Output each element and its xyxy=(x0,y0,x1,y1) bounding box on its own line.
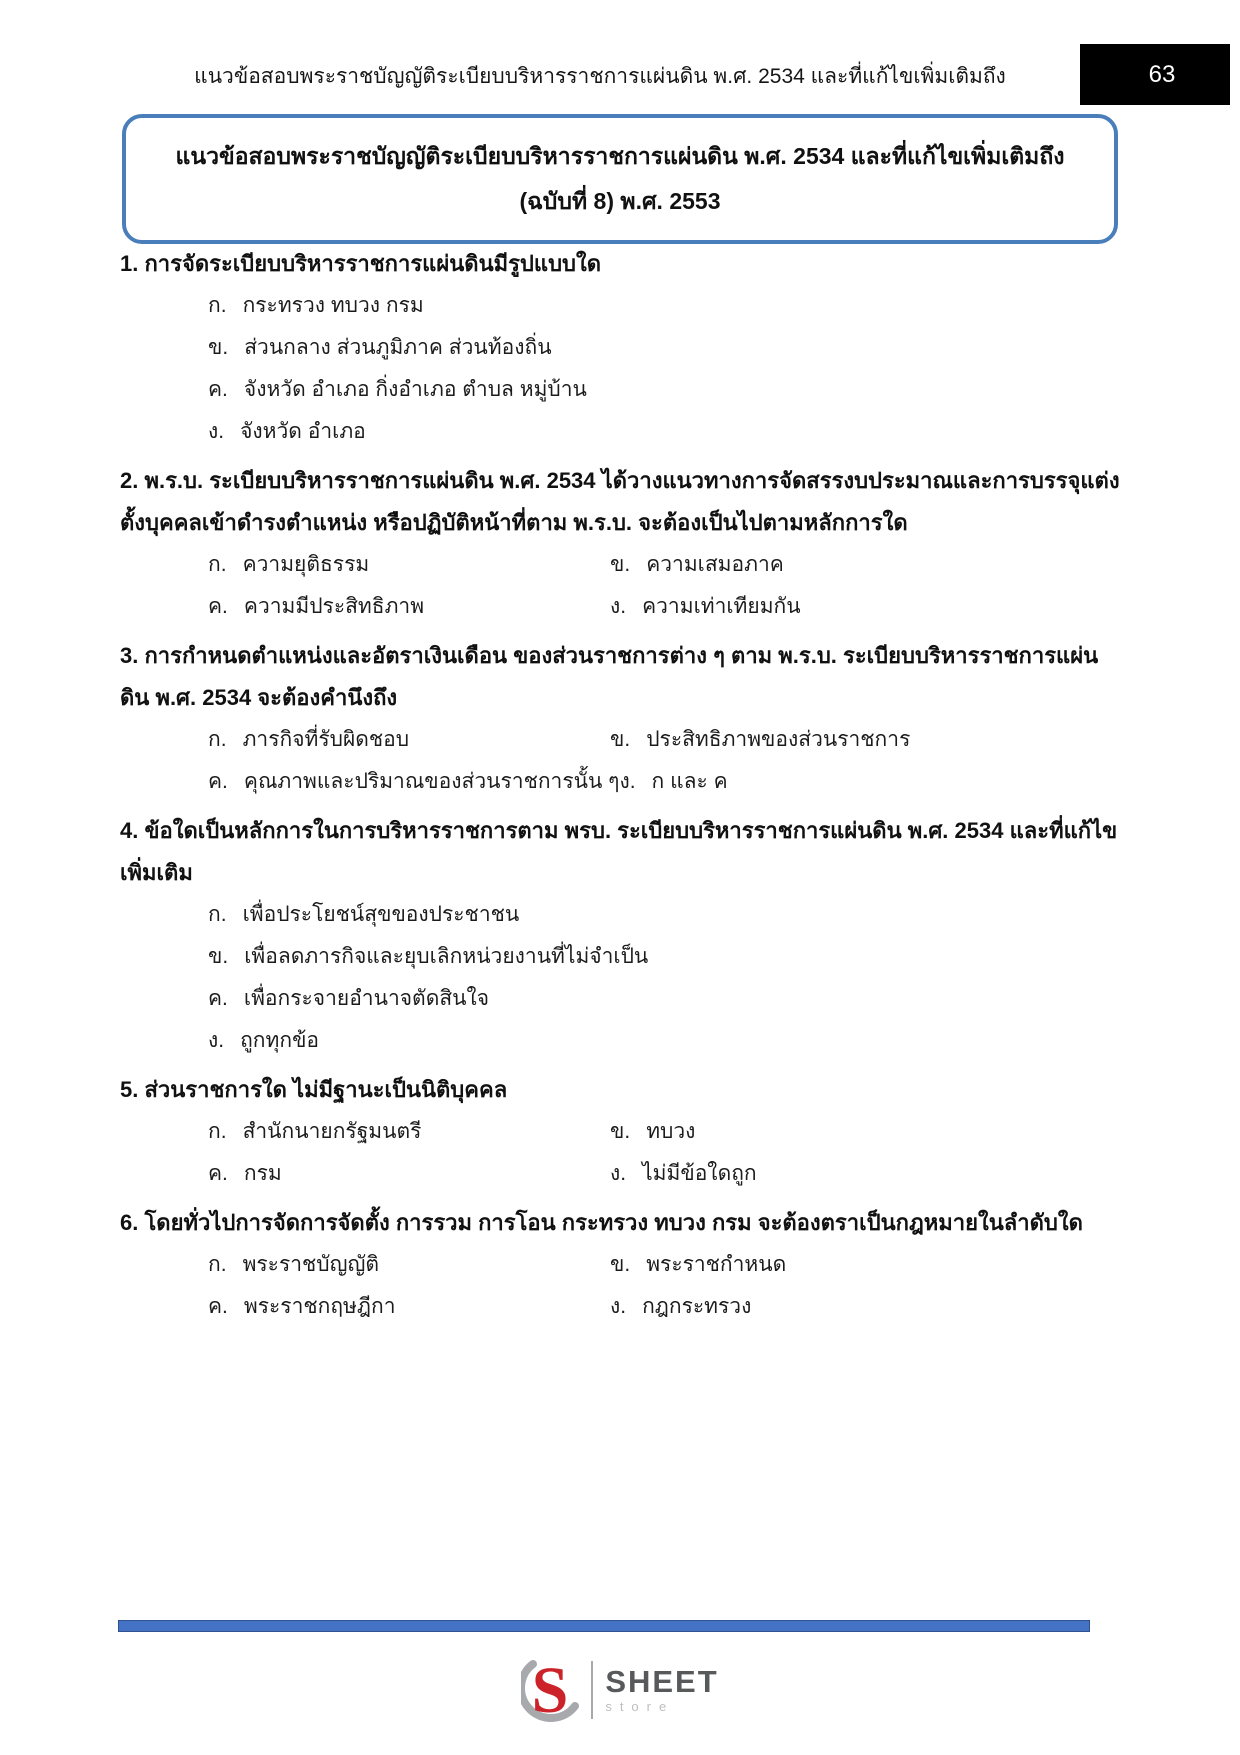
option-letter: ง. xyxy=(208,1029,225,1052)
option-5-c xyxy=(208,1153,610,1195)
option-2-a xyxy=(208,544,610,586)
option-letter: ค. xyxy=(208,595,228,618)
option-letter: ข. xyxy=(208,945,229,968)
option-text: จังหวัด อำเภอ กิ่งอำเภอ ตำบล หมู่บ้าน xyxy=(243,378,587,401)
question-5 xyxy=(120,1069,1122,1195)
question-2-options xyxy=(120,544,1122,628)
question-2 xyxy=(120,460,1122,628)
option-4-a xyxy=(208,894,1122,936)
option-text: ประสิทธิภาพของส่วนราชการ xyxy=(646,728,911,751)
question-4-options xyxy=(120,894,1122,1062)
question-number: 4. xyxy=(120,818,139,843)
option-letter: ง. xyxy=(610,1162,627,1185)
option-3-b xyxy=(610,719,910,761)
question-body: การกำหนดตำแหน่งและอัตราเงินเดือน ของส่วนราชการต่าง ๆ ตาม พ.ร.บ. ระเบียบบริหารราชการแผ่นดิน พ.ศ. 2534 จะต้องคำนึงถึง xyxy=(120,643,1099,710)
option-1-b xyxy=(208,327,1122,369)
option-1-c xyxy=(208,369,1122,411)
option-letter: ง. xyxy=(610,1295,627,1318)
option-row xyxy=(208,586,1122,628)
option-text: เพื่อกระจายอำนาจตัดสินใจ xyxy=(243,987,490,1010)
option-letter: ข. xyxy=(610,553,631,576)
question-4-text xyxy=(120,810,1122,894)
option-6-b xyxy=(610,1244,786,1286)
option-3-d xyxy=(619,761,727,803)
option-row xyxy=(208,1153,1122,1195)
question-body: ข้อใดเป็นหลักการในการบริหารราชการตาม พรบ. ระเบียบบริหารราชการแผ่นดิน พ.ศ. 2534 และที่แก้ไขเพิ่มเติม xyxy=(120,818,1118,885)
option-5-a xyxy=(208,1111,610,1153)
logo-text-block xyxy=(605,1663,719,1715)
option-text: กรม xyxy=(243,1162,282,1185)
option-4-c xyxy=(208,978,1122,1020)
option-letter: ค. xyxy=(208,1295,228,1318)
question-number: 1. xyxy=(120,251,139,276)
option-text: พระราชบัญญัติ xyxy=(242,1253,380,1276)
question-body: โดยทั่วไปการจัดการจัดตั้ง การรวม การโอน กระทรวง ทบวง กรม จะต้องตราเป็นกฎหมายในลำดับใด xyxy=(144,1210,1083,1235)
option-letter: ง. xyxy=(619,770,636,793)
question-1-options xyxy=(120,285,1122,453)
option-letter: ข. xyxy=(610,1253,631,1276)
question-1 xyxy=(120,243,1122,453)
question-number: 3. xyxy=(120,643,139,668)
option-row xyxy=(208,1286,1122,1328)
question-number: 2. xyxy=(120,468,139,493)
option-2-c xyxy=(208,586,610,628)
option-text: ความยุติธรรม xyxy=(242,553,370,576)
document-header-title: แนวข้อสอบพระราชบัญญัติระเบียบบริหารราชการแผ่นดิน พ.ศ. 2534 และที่แก้ไขเพิ่มเติมถึง xyxy=(194,65,1006,88)
option-letter: ก. xyxy=(208,1253,227,1276)
option-text: ภารกิจที่รับผิดชอบ xyxy=(242,728,410,751)
option-6-d xyxy=(610,1286,751,1328)
logo-divider xyxy=(591,1661,593,1719)
footer-divider-bar xyxy=(118,1620,1090,1632)
option-2-b xyxy=(610,544,784,586)
option-text: ความเสมอภาค xyxy=(646,553,784,576)
option-1-d xyxy=(208,411,1122,453)
option-5-b xyxy=(610,1111,695,1153)
question-body: การจัดระเบียบบริหารราชการแผ่นดินมีรูปแบบใด xyxy=(144,251,602,276)
question-6 xyxy=(120,1202,1122,1328)
logo-brand-text: SHEET xyxy=(605,1663,719,1699)
option-text: ถูกทุกข้อ xyxy=(240,1029,320,1052)
option-letter: ค. xyxy=(208,987,228,1010)
option-2-d xyxy=(610,586,801,628)
option-letter: ก. xyxy=(208,903,227,926)
sheet-store-logo xyxy=(0,1648,1240,1732)
option-1-a xyxy=(208,285,1122,327)
option-text: ส่วนกลาง ส่วนภูมิภาค ส่วนท้องถิ่น xyxy=(244,336,552,359)
question-3-options xyxy=(120,719,1122,803)
option-letter: ค. xyxy=(208,1162,228,1185)
option-letter: ก. xyxy=(208,553,227,576)
option-letter: ค. xyxy=(208,378,228,401)
option-letter: ค. xyxy=(208,770,228,793)
question-6-options xyxy=(120,1244,1122,1328)
option-text: ไม่มีข้อใดถูก xyxy=(642,1162,757,1185)
logo-brand-subtext: store xyxy=(605,1699,675,1715)
option-4-d xyxy=(208,1020,1122,1062)
exam-title-box xyxy=(122,114,1118,244)
option-row xyxy=(208,1111,1122,1153)
question-body: ส่วนราชการใด ไม่มีฐานะเป็นนิติบุคคล xyxy=(144,1077,508,1102)
option-text: คุณภาพและปริมาณของส่วนราชการนั้น ๆ xyxy=(243,770,620,793)
question-number: 5. xyxy=(120,1077,139,1102)
option-text: กฎกระทรวง xyxy=(642,1295,752,1318)
option-6-c xyxy=(208,1286,610,1328)
option-letter: ก. xyxy=(208,1120,227,1143)
option-letter: ก. xyxy=(208,294,227,317)
question-3-text xyxy=(120,635,1122,719)
question-list xyxy=(120,236,1122,1328)
option-row xyxy=(208,761,1122,803)
option-text: สำนักนายกรัฐมนตรี xyxy=(242,1120,422,1143)
option-3-a xyxy=(208,719,610,761)
option-row xyxy=(208,1244,1122,1286)
question-number: 6. xyxy=(120,1210,139,1235)
option-row xyxy=(208,544,1122,586)
option-6-a xyxy=(208,1244,610,1286)
option-row xyxy=(208,719,1122,761)
option-letter: ง. xyxy=(208,420,225,443)
option-4-b xyxy=(208,936,1122,978)
option-letter: ข. xyxy=(610,1120,631,1143)
option-text: ความเท่าเทียมกัน xyxy=(642,595,801,618)
question-4 xyxy=(120,810,1122,1062)
question-6-text xyxy=(120,1202,1122,1244)
question-body: พ.ร.บ. ระเบียบบริหารราชการแผ่นดิน พ.ศ. 2534 ได้วางแนวทางการจัดสรรงบประมาณและการบรรจุแต่งตั้งบุคคลเข้าดำรงตำแหน่ง หรือปฏิบัติหน้าที่ตาม พ.ร.บ. จะต้องเป็นไปตามหลักการใด xyxy=(120,468,1120,535)
question-1-text xyxy=(120,243,1122,285)
option-text: ก และ ค xyxy=(651,770,728,793)
question-3 xyxy=(120,635,1122,803)
option-text: จังหวัด อำเภอ xyxy=(240,420,366,443)
option-text: เพื่อลดภารกิจและยุบเลิกหน่วยงานที่ไม่จำเป็น xyxy=(244,945,649,968)
option-letter: ง. xyxy=(610,595,627,618)
page-number: 63 xyxy=(1148,60,1176,88)
option-text: ทบวง xyxy=(646,1120,696,1143)
option-5-d xyxy=(610,1153,757,1195)
question-5-options xyxy=(120,1111,1122,1195)
svg-text:S: S xyxy=(531,1654,569,1727)
option-text: กระทรวง ทบวง กรม xyxy=(242,294,424,317)
option-letter: ข. xyxy=(208,336,229,359)
option-letter: ก. xyxy=(208,728,227,751)
sheet-store-s-icon xyxy=(521,1648,579,1732)
question-5-text xyxy=(120,1069,1122,1111)
option-text: พระราชกำหนด xyxy=(646,1253,787,1276)
option-letter: ข. xyxy=(610,728,631,751)
question-2-text xyxy=(120,460,1122,544)
option-text: ความมีประสิทธิภาพ xyxy=(243,595,425,618)
exam-title: แนวข้อสอบพระราชบัญญัติระเบียบบริหารราชการแผ่นดิน พ.ศ. 2534 และที่แก้ไขเพิ่มเติมถึง (ฉบับที่ 8) พ.ศ. 2553 xyxy=(175,143,1065,214)
page-number-badge xyxy=(1080,44,1230,105)
option-text: พระราชกฤษฎีกา xyxy=(243,1295,396,1318)
option-text: เพื่อประโยชน์สุขของประชาชน xyxy=(242,903,520,926)
option-3-c xyxy=(208,761,619,803)
